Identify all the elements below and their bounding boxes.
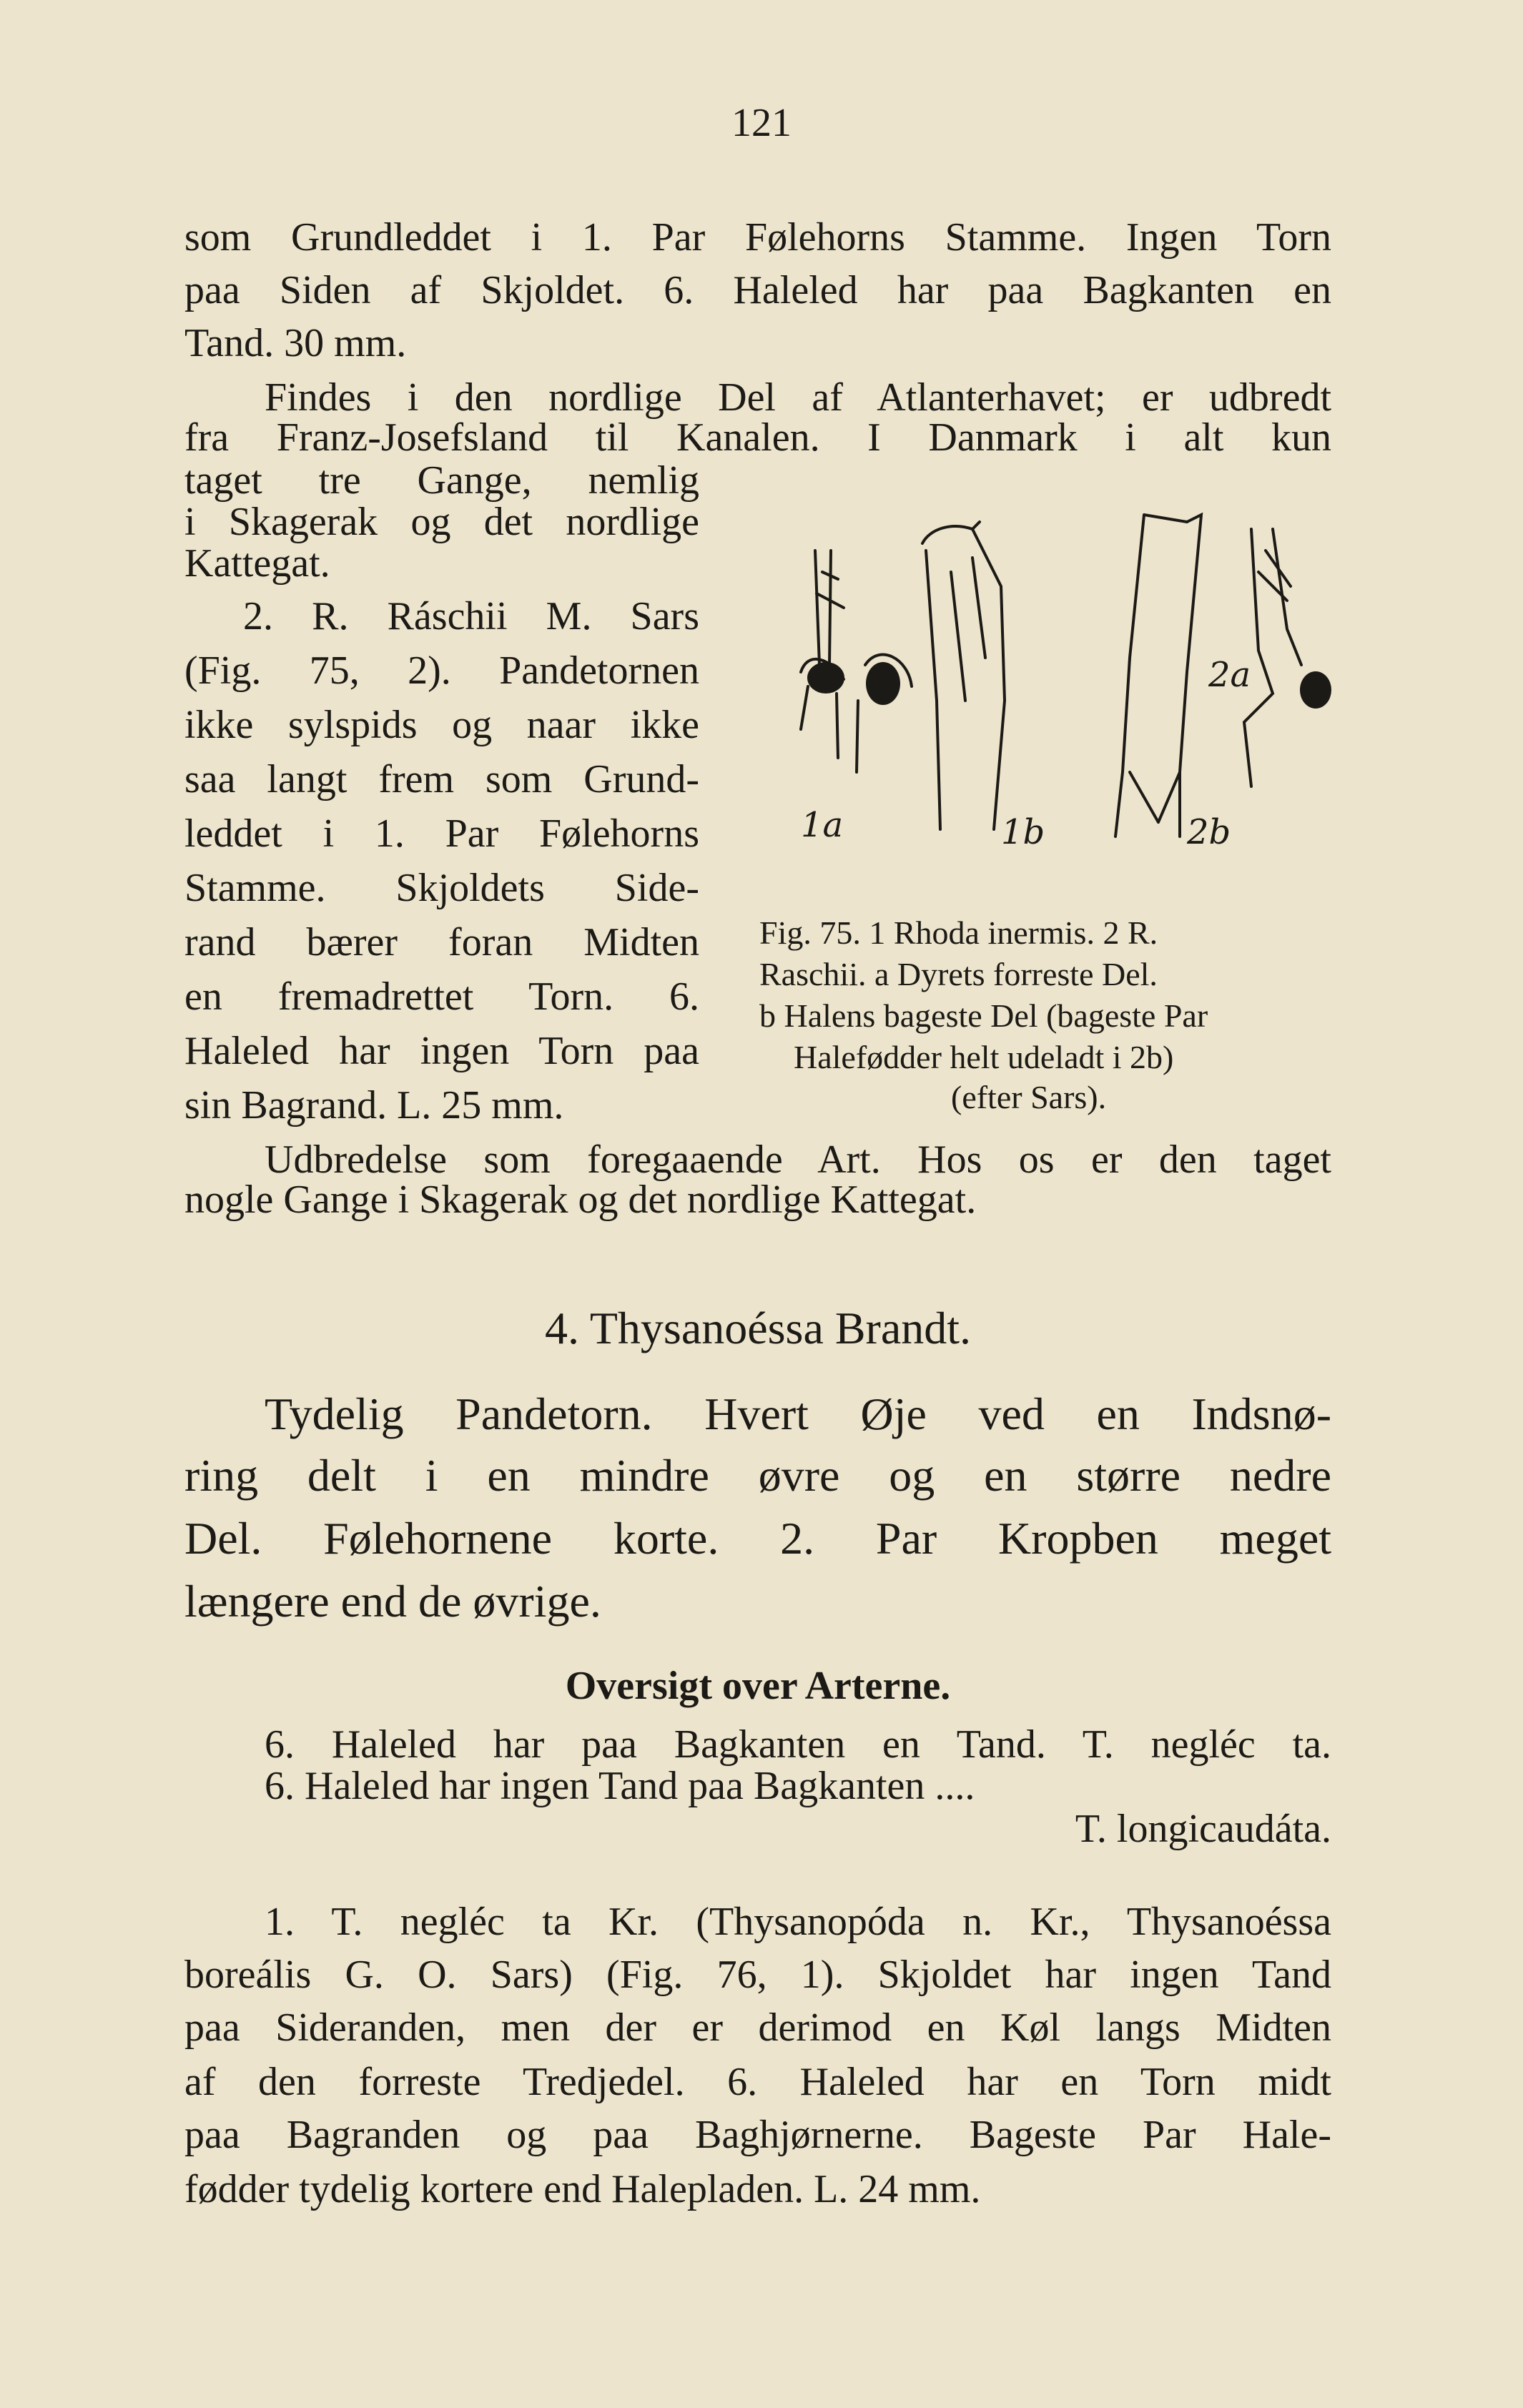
text-line: i Skagerak og det nordlige [184,500,699,544]
figure-label-1a: 1a [801,805,844,845]
figure-illustration [758,486,1344,887]
page-number: 121 [731,101,792,145]
text-line: boreális G. O. Sars) (Fig. 76, 1). Skjoldet har ingen Tand [184,1953,1331,1997]
text-line: rand bærer foran Midten [184,920,699,964]
text-line: paa Sideranden, men der er derimod en Køl langs Midten [184,2005,1331,2050]
text-line: en fremadrettet Torn. 6. [184,974,699,1019]
key-line: T. longicaudáta. [1075,1807,1331,1851]
text-line: Udbredelse som foregaaende Art. Hos os er den taget [265,1138,1331,1182]
text-line: Del. Følehornene korte. 2. Par Kropben meget [184,1513,1331,1564]
text-line: fra Franz-Josefsland til Kanalen. I Danmark i alt kun [184,415,1331,460]
text-line: ring delt i en mindre øvre og en større nedre [184,1450,1331,1501]
figure-75 [758,486,1344,890]
text-line: længere end de øvrige. [184,1576,601,1627]
figure-caption-line: Fig. 75. 1 Rhoda inermis. 2 R. [759,914,1158,951]
genus-heading: 4. Thysanoéssa Brandt. [544,1303,972,1353]
text-line: paa Siden af Skjoldet. 6. Haleled har paa Bagkanten en [184,268,1331,312]
figure-label-2a: 2a [1208,655,1251,695]
text-line: af den forreste Tredjedel. 6. Haleled har en Torn midt [184,2060,1331,2104]
text-line: ikke sylspids og naar ikke [184,703,699,747]
text-line: sin Bagrand. L. 25 mm. [184,1083,564,1127]
text-line: (Fig. 75, 2). Pandetornen [184,648,699,693]
text-line: saa langt frem som Grund- [184,757,699,801]
text-line: Stamme. Skjoldets Side- [184,866,699,910]
text-line: fødder tydelig kortere end Halepladen. L. 24 mm. [184,2167,981,2211]
text-line: som Grundleddet i 1. Par Følehorns Stamme. Ingen Torn [184,215,1331,260]
figure-caption-line: (efter Sars). [951,1079,1107,1115]
text-line: leddet i 1. Par Følehorns [184,811,699,856]
text-line: Tand. 30 mm. [184,321,407,365]
text-line: Kattegat. [184,541,330,586]
text-line: Findes i den nordlige Del af Atlanterhavet; er udbredt [265,375,1331,420]
figure-label-1b: 1b [1001,812,1045,852]
text-line: 1. T. negléc ta Kr. (Thysanopóda n. Kr., Thysanoéssa [265,1900,1331,1944]
text-line: taget tre Gange, nemlig [184,458,699,503]
figure-caption-line: b Halens bageste Del (bageste Par [759,997,1208,1034]
text-line: Tydelig Pandetorn. Hvert Øje ved en Indsnø- [265,1388,1331,1439]
figure-caption-line: Raschii. a Dyrets forreste Del. [759,956,1158,992]
text-line: paa Bagranden og paa Baghjørnerne. Bageste Par Hale- [184,2113,1331,2157]
text-line: nogle Gange i Skagerak og det nordlige Kattegat. [184,1178,977,1222]
key-line: 6. Haleled har ingen Tand paa Bagkanten .... [265,1764,975,1808]
figure-caption-line: Halefødder helt udeladt i 2b) [794,1039,1174,1075]
overview-heading: Oversigt over Arterne. [565,1664,951,1708]
text-line: Haleled har ingen Torn paa [184,1029,699,1073]
text-line: 2. R. Ráschii M. Sars [243,594,699,638]
key-line: 6. Haleled har paa Bagkanten en Tand. T. negléc ta. [265,1722,1331,1767]
figure-label-2b: 2b [1187,812,1231,852]
